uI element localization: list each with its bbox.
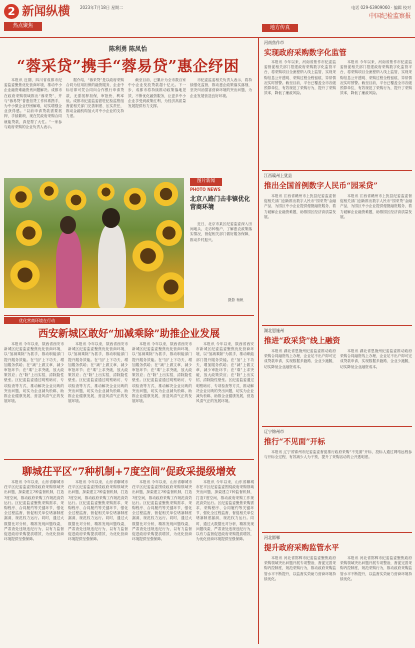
right-story1-col2: 本报讯 今年以来，河南省焦作市纪委监委督促相关部门搭建政府采购数字化监管平台，将采购项目全流程纳入线上监管，实现采购信息公开透明、采购过程全程留痕、异常情况实时预警。截至目前，平台已覆盖全市各级预算单位，有效规范了采购行为，提升了采购效率，降低了廉政风险。 xyxy=(340,60,412,96)
right-story1-col1: 本报讯 今年以来，河南省焦作市纪委监委督促相关部门搭建政府采购数字化监管平台，将采购项目全流程纳入线上监管，实现采购信息公开透明、采购过程全程留痕、异常情况实时预警。截至目前，平台已覆盖全市各级预算单位，有效规范了采购行为，提升了采购效率，降低了廉政风险。 xyxy=(264,60,336,96)
section-title: 新闻纵横 xyxy=(22,4,71,18)
right-divider-1 xyxy=(262,170,412,171)
right-story1-kicker: 河南焦作市 xyxy=(264,40,284,45)
story2-col1: 本报讯 今年以来，陕西省西安市新城区纪委监委聚焦优化营商环境，以“加减乘除”为抓手，推动职能部门提升服务效能。在“加”上下功夫，增加服务供给；在“减”上做文章，减少审批环节；在“乘”上求突破，放大政策效应；在“除”上出实招，清除隐性壁垒。区纪委监委通过明察暗访、专项检查等方式，推动解决企业反映的突出问题，切实为企业减负松绑，助推企业健康发展，营造风清气正的发展环境。 xyxy=(4,342,64,404)
story2-col3: 本报讯 今年以来，陕西省西安市新城区纪委监委聚焦优化营商环境，以“加减乘除”为抓手，推动职能部门提升服务效能。在“加”上下功夫，增加服务供给；在“减”上做文章，减少审批环节；在“乘”上求突破，放大政策效应；在“除”上出实招，清除隐性壁垒。区纪委监委通过明察暗访、专项检查等方式，推动解决企业反映的突出问题，切实为企业减负松绑，助推企业健康发展，营造风清气正的发展环境。 xyxy=(132,342,192,404)
right-story3-col1: 本报讯 湖北省恩施州纪委监委推动政府采购合同融资线上办理，企业足不出户即可完成贷款申请，实现数据多跑路、企业少跑腿，切实降低企业融资成本。 xyxy=(264,349,336,369)
column-rule xyxy=(258,38,259,644)
main-story-headline: “蓉采贷”携手“蓉易贷”惠企纾困 xyxy=(16,57,240,75)
right-story5-headline: 提升政府采购监管水平 xyxy=(264,543,339,552)
right-divider-3 xyxy=(262,426,412,427)
photo-news-headline: 北京八路门击非镇优化营商环境 xyxy=(190,196,251,211)
story3-headline: 聊城茌平区“7种机制+7度空间”促政采提级增效 xyxy=(22,467,236,478)
paper-name: 中国纪检监察报 xyxy=(368,13,411,20)
masthead xyxy=(0,0,415,38)
story3-col3: 本报讯 今年以来，山东省聊城市茌平区纪委监委围绕政府采购领域突出问题，探索建立7种监督机制，打造7度空间，推动政府采购工作规范高效运行。区纪委监委聚焦采购需求、采购程序、合同履约等关键环节，强化全过程监督，督促相关单位堵塞制度漏洞，规范权力运行。同时，通过大数据比对分析，精准发现问题线索，严肃查处违规违纪行为，以有力监督促进政府采购提质增效，为优化营商环境提供坚强保障。 xyxy=(132,480,192,542)
photo-news-sublabel: PHOTO NEWS xyxy=(190,187,221,192)
story3-divider xyxy=(4,459,254,460)
main-story-col4: 市纪委监委相关负责人表示，将持续强化监督，推动惠企政策落实落细，坚决纠治损害营商环境的突出问题，为企业发展营造良好环境。 xyxy=(190,78,252,98)
main-story-col3: 截至目前，已累计为全市数百家中小企业发放贷款超十亿元。下一步，成都市将持续推动政策落地见效，不断优化融资服务，让更多中小企业享受到政策红利，为经济高质量发展提供有力支撑。 xyxy=(128,78,186,109)
right-story2-col1: 本报讯 江西省赣州市上犹县纪委监委督促相关部门创新推出数字人民币“园采贷”金融产品，为园区中小企业提供便捷融资服务，着力破解企业融资难题，助推园区经济高质量发展。 xyxy=(264,194,336,219)
contact-line: 电话 029-63909060 · 编辑 校对 xyxy=(351,5,411,10)
rubric-local-news: 地方传真 xyxy=(262,24,298,32)
story3-col4: 本报讯 今年以来，山东省聊城市茌平区纪委监委围绕政府采购领域突出问题，探索建立7种监督机制，打造7度空间，推动政府采购工作规范高效运行。区纪委监委聚焦采购需求、采购程序、合同履约等关键环节，强化全过程监督，督促相关单位堵塞制度漏洞，规范权力运行。同时，通过大数据比对分析，精准发现问题线索，严肃查处违规违纪行为，以有力监督促进政府采购提质增效，为优化营商环境提供坚强保障。 xyxy=(196,480,254,542)
right-divider-2 xyxy=(262,325,412,326)
right-story4-body: 本报讯 辽宁省锦州市纪委监委督促推行政府采购“不见面”开标，投标人通过网络远程参与开标全过程，有效减少人为干预，提升了采购活动的公开透明度。 xyxy=(264,450,412,460)
right-story1-headline: 实现政府采购数字化监管 xyxy=(264,48,347,57)
right-story2-kicker: 江西赣州上犹县 xyxy=(264,173,292,178)
right-story3-col2: 本报讯 湖北省恩施州纪委监委推动政府采购合同融资线上办理，企业足不出户即可完成贷款申请，实现数据多跑路、企业少跑腿，切实降低企业融资成本。 xyxy=(340,349,412,369)
right-story4-headline: 推行“不见面”开标 xyxy=(264,437,326,446)
right-divider-4 xyxy=(262,532,412,533)
sunflower-field-photo xyxy=(4,178,184,308)
story3-col2: 本报讯 今年以来，山东省聊城市茌平区纪委监委围绕政府采购领域突出问题，探索建立7种监督机制，打造7度空间，推动政府采购工作规范高效运行。区纪委监委聚焦采购需求、采购程序、合同履约等关键环节，强化全过程监督，督促相关单位堵塞制度漏洞，规范权力运行。同时，通过大数据比对分析，精准发现问题线索，严肃查处违规违纪行为，以有力监督促进政府采购提质增效，为优化营商环境提供坚强保障。 xyxy=(68,480,128,542)
story2-col2: 本报讯 今年以来，陕西省西安市新城区纪委监委聚焦优化营商环境，以“加减乘除”为抓手，推动职能部门提升服务效能。在“加”上下功夫，增加服务供给；在“减”上做文章，减少审批环节；在“乘”上求突破，放大政策效应；在“除”上出实招，清除隐性壁垒。区纪委监委通过明察暗访、专项检查等方式，推动解决企业反映的突出问题，切实为企业减负松绑，助推企业健康发展，营造风清气正的发展环境。 xyxy=(68,342,128,404)
right-story3-headline: 推进“政采贷”线上融资 xyxy=(264,336,341,345)
issue-date: 2023年7月18日 星期二 xyxy=(80,5,124,10)
right-story2-headline: 推出全国首例数字人民币“园采贷” xyxy=(264,181,378,190)
main-story-col1: 本报讯 近期，四川省成都市纪委监委聚焦优化营商环境，推动中小企业融资难融资贵问题解决。成都市在政府采购领域推出“蓉采贷”，并与“蓉易贷”普惠信贷工作体系携手，为中小微企业纾困解难，切实增强企业获得感。“以前申请贷款需要抵押，手续繁琐，现在凭政府采购合同就能贷款，真是帮了大忙。”一家参与政府采购的企业负责人表示。 xyxy=(4,78,62,129)
rubric-hot-topic: 热点聚焦 xyxy=(4,22,42,31)
story2-col4: 本报讯 今年以来，陕西省西安市新城区纪委监委聚焦优化营商环境，以“加减乘除”为抓手，推动职能部门提升服务效能。在“加”上下功夫，增加服务供给；在“减”上做文章，减少审批环节；在“乘”上求突破，放大政策效应；在“除”上出实招，清除隐性壁垒。区纪委监委通过明察暗访、专项检查等方式，推动解决企业反映的突出问题，切实为企业减负松绑，助推企业健康发展，营造风清气正的发展环境。 xyxy=(196,342,254,404)
main-story-col2: 据介绍，“蓉采贷”是以政府采购合同为信用担保的融资服务，企业中标后即可凭合同向合作银行申请贷款，无需抵押担保，审批快、利率低。成都市纪委监委派驻纪检监察组督促相关部门完善制度、压实责任，推动金融机构加大对中小企业的支持力度。 xyxy=(66,78,124,119)
photo-news-body: 近日，北京市某区纪委监委深入田间地头，走访种植户，了解惠农政策落实情况，督促相关部门做好服务保障，推动乡村振兴。 xyxy=(190,222,252,242)
story2-headline: 西安新城区敢好“加减乘除”助推企业发展 xyxy=(38,329,220,340)
photo-credit: 摄影 杨帆 xyxy=(228,298,244,302)
section-divider xyxy=(4,315,254,316)
right-story3-kicker: 湖北恩施州 xyxy=(264,328,284,333)
rubric-business-environment: 优化营商环境在行动 xyxy=(4,317,70,324)
main-story-byline: 陈利勇 陈凤怡 xyxy=(108,46,148,53)
section-number-badge: 2 xyxy=(4,4,19,19)
photo-news-label: 图片新闻 xyxy=(190,178,222,186)
right-story5-col2: 本报讯 河北省邯郸市纪委监委聚焦政府采购领域突出问题开展专项整治，督促完善采购内控制度，规范采购行为，推动政府采购监管水平不断提升，以监督实效助力营商环境持续优化。 xyxy=(340,556,412,581)
story3-col1: 本报讯 今年以来，山东省聊城市茌平区纪委监委围绕政府采购领域突出问题，探索建立7种监督机制，打造7度空间，推动政府采购工作规范高效运行。区纪委监委聚焦采购需求、采购程序、合同履约等关键环节，强化全过程监督，督促相关单位堵塞制度漏洞，规范权力运行。同时，通过大数据比对分析，精准发现问题线索，严肃查处违规违纪行为，以有力监督促进政府采购提质增效，为优化营商环境提供坚强保障。 xyxy=(4,480,64,542)
right-story2-col2: 本报讯 江西省赣州市上犹县纪委监委督促相关部门创新推出数字人民币“园采贷”金融产品，为园区中小企业提供便捷融资服务，着力破解企业融资难题，助推园区经济高质量发展。 xyxy=(340,194,412,219)
right-story5-kicker: 河北邯郸 xyxy=(264,535,280,540)
right-story4-kicker: 辽宁锦州市 xyxy=(264,429,284,434)
right-story5-col1: 本报讯 河北省邯郸市纪委监委聚焦政府采购领域突出问题开展专项整治，督促完善采购内控制度，规范采购行为，推动政府采购监管水平不断提升，以监督实效助力营商环境持续优化。 xyxy=(264,556,336,581)
